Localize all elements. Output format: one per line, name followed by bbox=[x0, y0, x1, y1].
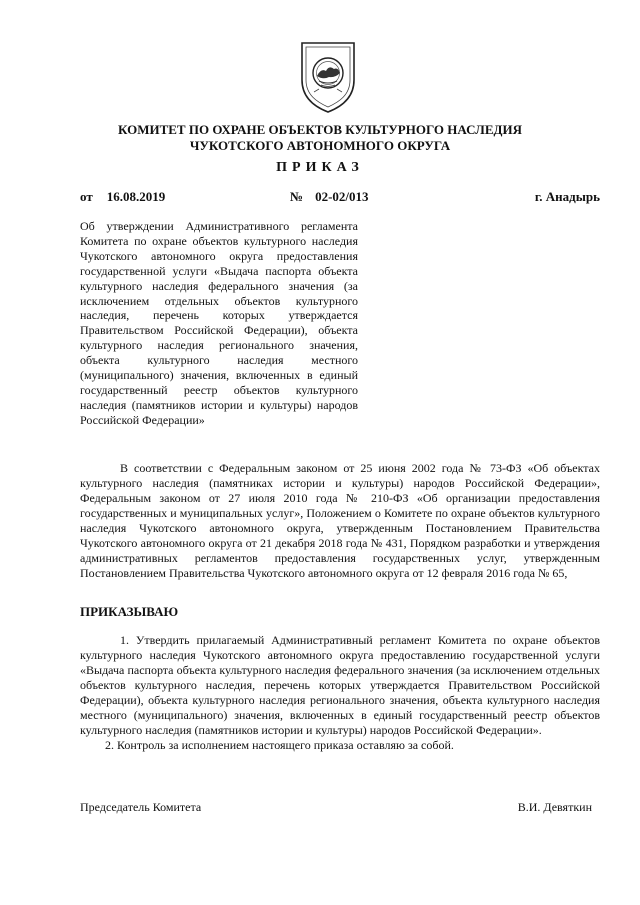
order-item-2: 2. Контроль за исполнением настоящего приказа оставляю за собой. bbox=[105, 738, 454, 752]
date-value: 16.08.2019 bbox=[106, 189, 166, 204]
preamble-paragraph: В соответствии с Федеральным законом от 25 июня 2002 года № 73-ФЗ «Об объектах культурного наследия (памятниках истории и культуры) народов Российской Федерации», Федеральным законом от 27 июля 2010 года № 210-ФЗ «Об организации предоставления государственных и муниципальных услуг», Положением о Комитете по охране объектов культурного наследия Чукотского автономного округа, утвержденным Постановлением Правительства Чукотского автономного округа от 21 декабря 2018 года № 431, Порядком разработки и утверждения административных регламентов предоставления государственных услуг, утвержденным Постановлением Правительства Чукотского автономного округа от 12 февраля 2016 года № 65, bbox=[80, 461, 600, 580]
organization-name bbox=[40, 122, 600, 154]
org-line-1: КОМИТЕТ ПО ОХРАНЕ ОБЪЕКТОВ КУЛЬТУРНОГО НАСЛЕДИЯ bbox=[117, 122, 522, 137]
coat-of-arms-icon bbox=[299, 40, 357, 114]
signer-name: В.И. Девяткин bbox=[517, 800, 592, 814]
order-item-1: 1. Утвердить прилагаемый Административный регламент Комитета по охране объектов культурного наследия Чукотского автономного округа предоставлению государственной услуги «Выдача паспорта объекта культурного наследия федерального значения (за исключением отдельных объектов культурного наследия, перечень которых утверждается Правительством Российской Федерации), объекта культурного наследия регионального значения, объекта культурного наследия местного (муниципального) значения, включенных в единый государственный реестр объектов культурного наследия (памятников истории и культуры) народов Российской Федерации». bbox=[80, 633, 600, 737]
signer-position: Председатель Комитета bbox=[80, 800, 202, 814]
document-type: ПРИКАЗ bbox=[276, 160, 364, 175]
document-city: г. Анадырь bbox=[534, 189, 600, 204]
document-meta bbox=[80, 189, 600, 207]
signature-block bbox=[80, 800, 600, 816]
order-items bbox=[80, 633, 600, 753]
date-label: от bbox=[80, 189, 93, 204]
number-label: № bbox=[290, 189, 304, 204]
number-value: 02-02/013 bbox=[315, 189, 369, 204]
document-subject: Об утверждении Административного регламента Комитета по охране объектов культурного наследия Чукотского автономного округа предоставления государственной услуги «Выдача паспорта объекта культурного наследия федерального значения (за исключением отдельных объектов культурного наследия, перечень которых утверждается Правительством Российской Федерации), объекта культурного наследия регионального значения, объекта культурного наследия местного (муниципального) значения, включенных в единый государственный реестр объектов культурного наследия (памятников истории и культуры) народов Российской Федерации» bbox=[80, 219, 358, 427]
order-heading: ПРИКАЗЫВАЮ bbox=[80, 604, 179, 619]
org-line-2: ЧУКОТСКОГО АВТОНОМНОГО ОКРУГА bbox=[189, 138, 451, 153]
document-date bbox=[80, 189, 165, 205]
document-number bbox=[290, 189, 369, 205]
